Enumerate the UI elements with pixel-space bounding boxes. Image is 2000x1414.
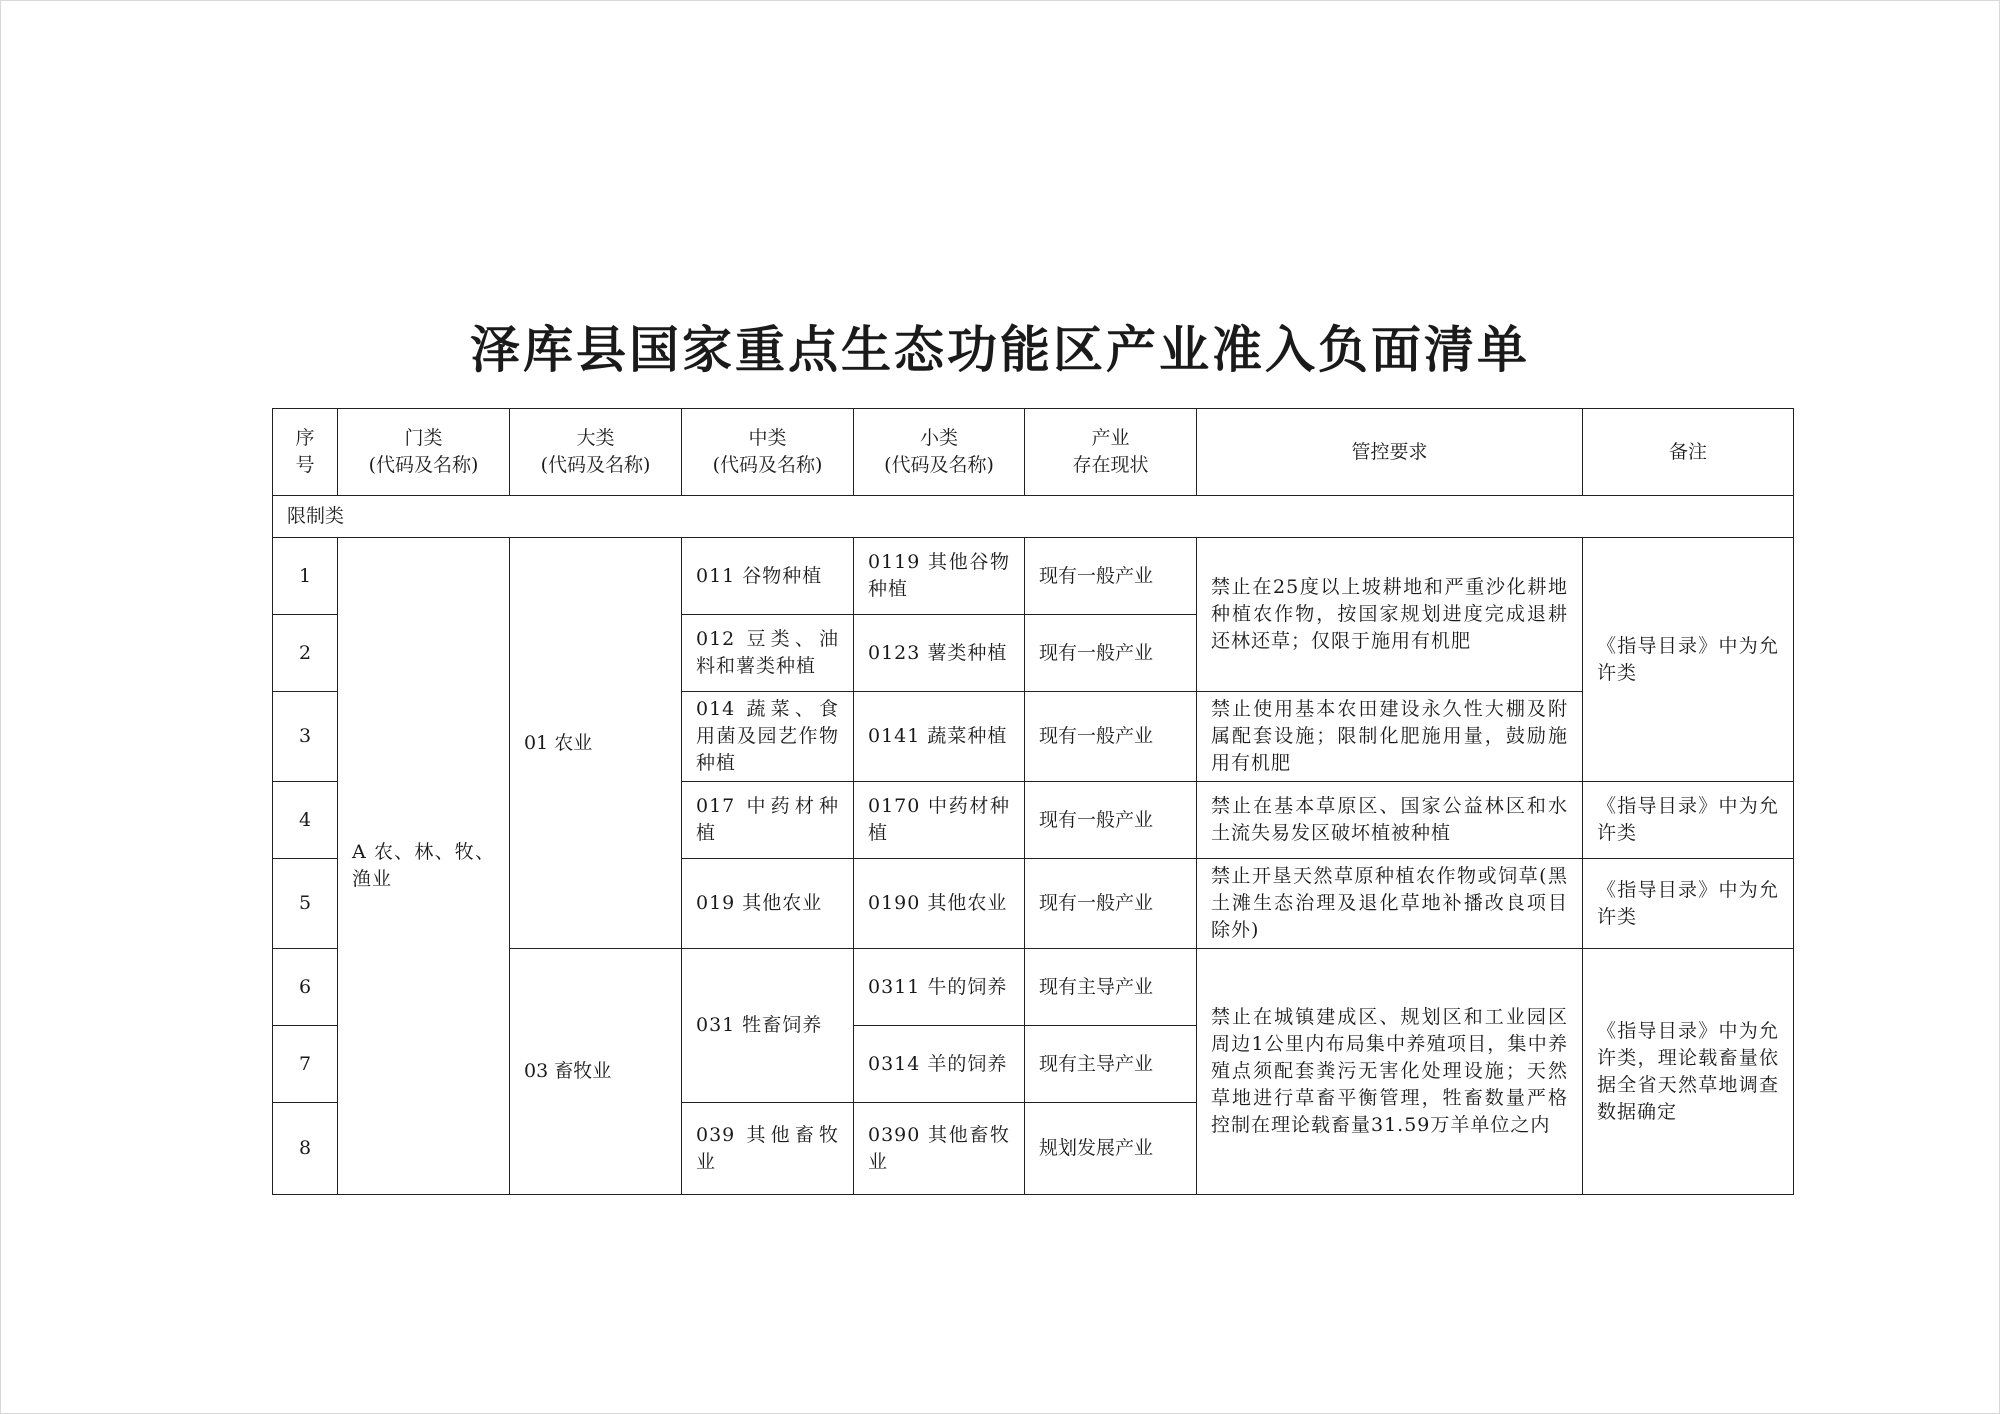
minor-cell: 0390 其他畜牧业	[854, 1103, 1025, 1195]
status-cell: 规划发展产业	[1025, 1103, 1197, 1195]
door-cell: A 农、林、牧、渔业	[338, 538, 510, 1195]
minor-cell: 0170 中药材种植	[854, 782, 1025, 859]
header-door: 门类 (代码及名称)	[338, 409, 510, 496]
minor-cell: 0314 羊的饲养	[854, 1026, 1025, 1103]
medium-cell: 039 其他畜牧业	[682, 1103, 854, 1195]
header-remark: 备注	[1583, 409, 1794, 496]
seq-cell: 5	[273, 859, 338, 949]
medium-cell: 012 豆类、油料和薯类种植	[682, 615, 854, 692]
header-minor: 小类 (代码及名称)	[854, 409, 1025, 496]
medium-cell: 031 牲畜饲养	[682, 949, 854, 1103]
section-row	[273, 496, 1794, 538]
medium-cell: 019 其他农业	[682, 859, 854, 949]
remark-cell: 《指导目录》中为允许类	[1583, 538, 1794, 782]
status-cell: 现有一般产业	[1025, 859, 1197, 949]
minor-cell: 0123 薯类种植	[854, 615, 1025, 692]
seq-cell: 4	[273, 782, 338, 859]
status-cell: 现有一般产业	[1025, 615, 1197, 692]
header-major: 大类 (代码及名称)	[510, 409, 682, 496]
medium-cell: 011 谷物种植	[682, 538, 854, 615]
negative-list-table	[272, 408, 1794, 1195]
control-cell: 禁止开垦天然草原种植农作物或饲草(黑土滩生态治理及退化草地补播改良项目除外)	[1197, 859, 1583, 949]
remark-cell: 《指导目录》中为允许类	[1583, 859, 1794, 949]
control-cell: 禁止在25度以上坡耕地和严重沙化耕地种植农作物，按国家规划进度完成退耕还林还草；仅限于施用有机肥	[1197, 538, 1583, 692]
minor-cell: 0311 牛的饲养	[854, 949, 1025, 1026]
seq-cell: 8	[273, 1103, 338, 1195]
header-row	[273, 409, 1794, 496]
seq-cell: 2	[273, 615, 338, 692]
major-cell: 01 农业	[510, 538, 682, 949]
minor-cell: 0119 其他谷物种植	[854, 538, 1025, 615]
section-label: 限制类	[273, 496, 1794, 538]
seq-cell: 3	[273, 692, 338, 782]
status-cell: 现有主导产业	[1025, 1026, 1197, 1103]
seq-cell: 6	[273, 949, 338, 1026]
header-status: 产业 存在现状	[1025, 409, 1197, 496]
minor-cell: 0190 其他农业	[854, 859, 1025, 949]
medium-cell: 014 蔬菜、食用菌及园艺作物种植	[682, 692, 854, 782]
control-cell: 禁止使用基本农田建设永久性大棚及附属配套设施；限制化肥施用量，鼓励施用有机肥	[1197, 692, 1583, 782]
page-title: 泽库县国家重点生态功能区产业准入负面清单	[470, 321, 1530, 379]
minor-cell: 0141 蔬菜种植	[854, 692, 1025, 782]
status-cell: 现有主导产业	[1025, 949, 1197, 1026]
status-cell: 现有一般产业	[1025, 692, 1197, 782]
header-seq: 序号	[273, 409, 338, 496]
remark-cell: 《指导目录》中为允许类	[1583, 782, 1794, 859]
seq-cell: 1	[273, 538, 338, 615]
control-cell: 禁止在基本草原区、国家公益林区和水土流失易发区破坏植被种植	[1197, 782, 1583, 859]
header-control: 管控要求	[1197, 409, 1583, 496]
control-cell: 禁止在城镇建成区、规划区和工业园区周边1公里内布局集中养殖项目，集中养殖点须配套粪污无害化处理设施；天然草地进行草畜平衡管理，牲畜数量严格控制在理论载畜量31.59万羊单位之内	[1197, 949, 1583, 1195]
status-cell: 现有一般产业	[1025, 782, 1197, 859]
seq-cell: 7	[273, 1026, 338, 1103]
table-row	[273, 538, 1794, 615]
status-cell: 现有一般产业	[1025, 538, 1197, 615]
header-medium: 中类 (代码及名称)	[682, 409, 854, 496]
major-cell: 03 畜牧业	[510, 949, 682, 1195]
remark-cell: 《指导目录》中为允许类，理论载畜量依据全省天然草地调查数据确定	[1583, 949, 1794, 1195]
medium-cell: 017 中药材种植	[682, 782, 854, 859]
